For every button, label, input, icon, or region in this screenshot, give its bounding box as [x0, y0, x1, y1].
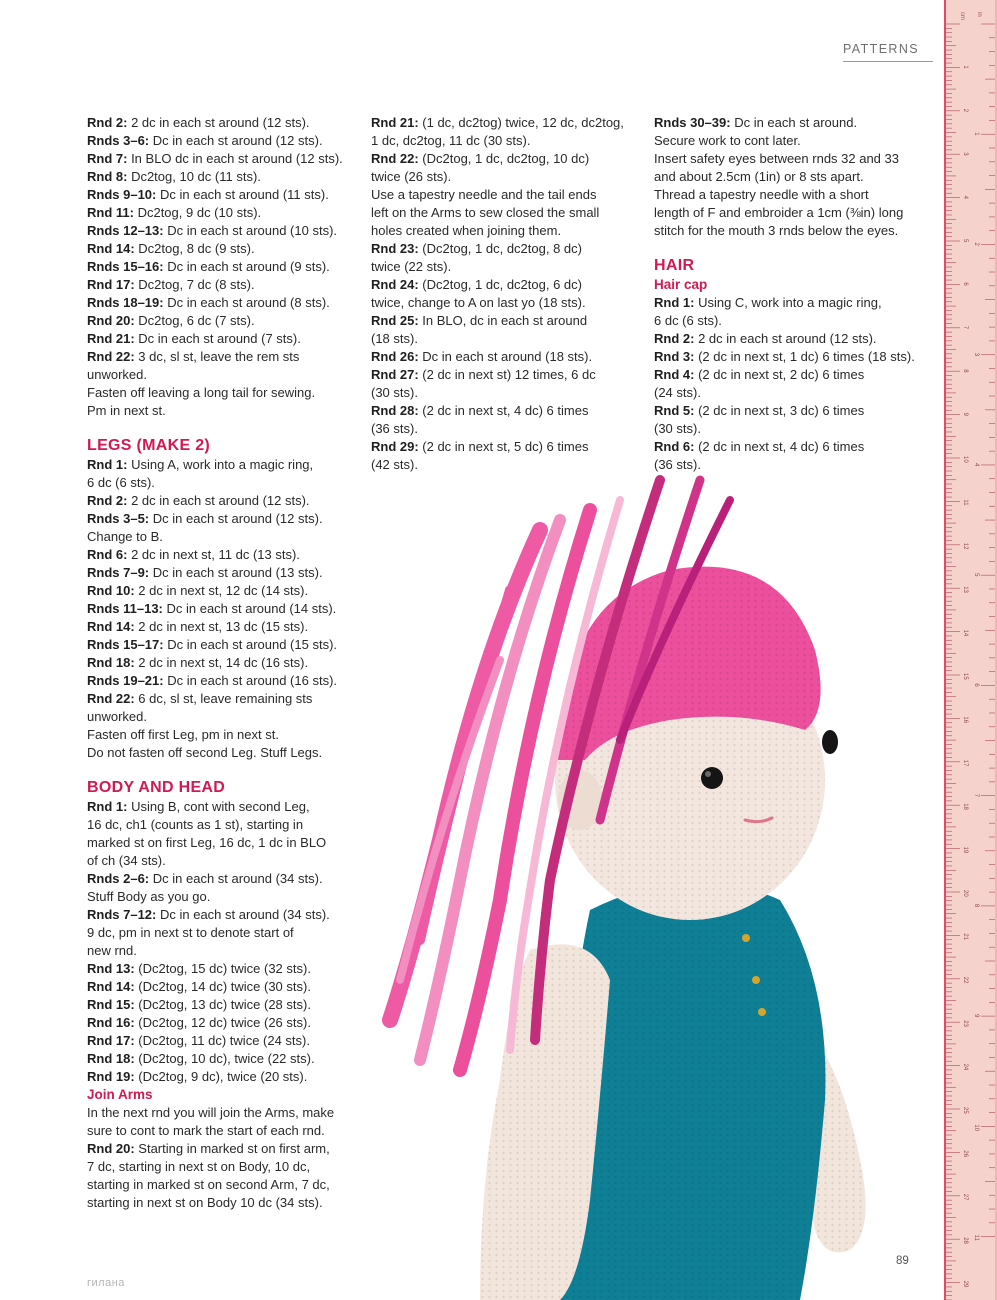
round-instruction: Starting in marked st on first arm,: [134, 1141, 330, 1156]
round-label: Rnd 20:: [87, 1141, 135, 1156]
round-instruction: (Dc2tog, 1 dc, dc2tog, 8 dc): [418, 241, 582, 256]
round-instruction: (24 sts).: [654, 385, 701, 400]
round-instruction: (2 dc in next st) 12 times, 6 dc: [418, 367, 596, 382]
round-instruction: In the next rnd you will join the Arms, make: [87, 1105, 335, 1120]
round-instruction: unworked.: [87, 367, 147, 382]
round-instruction: Dc2tog, 7 dc (8 sts).: [134, 277, 255, 292]
round-instruction: Dc in each st around (15 sts).: [163, 637, 338, 652]
ruler-cm-label: 21: [962, 933, 968, 941]
pattern-line: [371, 222, 633, 240]
ruler-cm-label: 20: [962, 890, 968, 897]
round-instruction: Fasten off leaving a long tail for sewing.: [87, 385, 316, 400]
round-instruction: In BLO dc in each st around (12 sts).: [127, 151, 343, 166]
round-instruction: new rnd.: [87, 943, 137, 958]
pattern-line: [87, 402, 349, 420]
ruler-cm-label: 1: [962, 65, 968, 69]
round-instruction: (Dc2tog, 14 dc) twice (30 sts).: [134, 979, 311, 994]
ruler-cm-label: 22: [962, 976, 968, 984]
pattern-line: [87, 258, 349, 276]
pattern-line: [371, 312, 633, 330]
round-label: Rnd 23:: [371, 241, 419, 256]
round-instruction: Dc in each st around (14 sts).: [162, 601, 337, 616]
round-instruction: 6 dc (6 sts).: [87, 475, 155, 490]
round-label: Rnds 2–6:: [87, 871, 150, 886]
round-instruction: Dc2tog, 10 dc (11 sts).: [127, 169, 261, 184]
ruler-unit-cm: cm: [959, 12, 965, 20]
round-instruction: Secure work to cont later.: [654, 133, 801, 148]
ruler-unit-in: in: [976, 12, 982, 17]
round-instruction: (Dc2tog, 1 dc, dc2tog, 6 dc): [418, 277, 582, 292]
round-instruction: (2 dc in next st, 5 dc) 6 times: [418, 439, 589, 454]
pattern-line: [87, 1068, 349, 1086]
pattern-line: [87, 150, 349, 168]
round-label: Rnds 15–17:: [87, 637, 164, 652]
ruler-inch-label: 10: [973, 1124, 979, 1132]
ruler-inch-label: 8: [973, 903, 979, 908]
round-instruction: (2 dc in next st, 4 dc) 6 times: [694, 439, 865, 454]
ruler-cm-label: 26: [962, 1150, 968, 1158]
pattern-line: [87, 672, 349, 690]
pattern-line: [371, 348, 633, 366]
pattern-line: [371, 258, 633, 276]
round-label: Rnd 4:: [654, 367, 695, 382]
round-label: Rnd 27:: [371, 367, 419, 382]
round-label: Rnd 18:: [87, 655, 135, 670]
round-instruction: Pm in next st.: [87, 403, 166, 418]
dress-button-3: [758, 1008, 766, 1016]
pattern-line: [87, 294, 349, 312]
round-instruction: Dc in each st around (8 sts).: [163, 295, 330, 310]
round-label: Rnd 29:: [371, 439, 419, 454]
pattern-line: [87, 330, 349, 348]
pattern-line: [87, 492, 349, 510]
round-instruction: twice (22 sts).: [371, 259, 452, 274]
pattern-line: [654, 186, 916, 204]
page-number: 89: [896, 1255, 909, 1267]
round-label: Rnd 7:: [87, 151, 128, 166]
round-instruction: (Dc2tog, 9 dc), twice (20 sts).: [134, 1069, 308, 1084]
round-label: Rnd 22:: [87, 349, 135, 364]
pattern-line: [654, 438, 916, 456]
pattern-line: [87, 906, 349, 924]
round-instruction: 9 dc, pm in next st to denote start of: [87, 925, 294, 940]
pattern-line: [654, 132, 916, 150]
pattern-line: [654, 150, 916, 168]
pattern-line: [87, 276, 349, 294]
round-instruction: (2 dc in next st, 1 dc) 6 times (18 sts).: [694, 349, 915, 364]
pattern-line: [371, 114, 633, 132]
round-instruction: 2 dc in each st around (12 sts).: [127, 115, 310, 130]
round-instruction: twice, change to A on last yo (18 sts).: [371, 295, 586, 310]
section-heading: BODY AND HEAD: [87, 779, 226, 796]
round-instruction: (Dc2tog, 10 dc), twice (22 sts).: [134, 1051, 315, 1066]
pattern-line: [87, 114, 349, 132]
ruler-inch-label: 2: [973, 242, 979, 246]
round-instruction: unworked.: [87, 709, 147, 724]
round-label: Rnds 11–13:: [87, 601, 163, 616]
round-label: Rnd 6:: [87, 547, 128, 562]
round-instruction: and about 2.5cm (1in) or 8 sts apart.: [654, 169, 864, 184]
ruler-cm-label: 14: [962, 629, 968, 637]
round-instruction: starting in marked st on second Arm, 7 dc,: [87, 1177, 330, 1192]
round-label: Rnd 2:: [87, 115, 128, 130]
pattern-line: [87, 1122, 349, 1140]
ruler-cm-label: 10: [962, 456, 968, 463]
round-instruction: 2 dc in next st, 13 dc (15 sts).: [134, 619, 309, 634]
round-label: Rnd 11:: [87, 205, 134, 220]
round-instruction: Dc2tog, 6 dc (7 sts).: [134, 313, 255, 328]
round-instruction: 16 dc, ch1 (counts as 1 st), starting in: [87, 817, 304, 832]
round-label: Rnd 1:: [87, 457, 128, 472]
ruler-cm-label: 12: [962, 542, 968, 550]
pattern-line: [654, 384, 916, 402]
watermark: гилана: [87, 1277, 125, 1289]
ruler-inch-label: 1: [973, 132, 979, 136]
pattern-line: [87, 1194, 349, 1212]
round-instruction: (2 dc in next st, 4 dc) 6 times: [418, 403, 589, 418]
ruler-cm-label: 27: [962, 1193, 968, 1201]
round-label: Rnds 9–10:: [87, 187, 157, 202]
round-label: Rnds 18–19:: [87, 295, 164, 310]
pattern-column-3: [654, 114, 916, 474]
pattern-line: [87, 132, 349, 150]
pattern-line: [87, 816, 349, 834]
pattern-line: [371, 204, 633, 222]
round-instruction: 2 dc in next st, 14 dc (16 sts).: [134, 655, 309, 670]
round-instruction: Dc in each st around (12 sts).: [149, 133, 323, 148]
ruler-cm-label: 5: [962, 239, 968, 243]
round-instruction: Dc2tog, 8 dc (9 sts).: [134, 241, 255, 256]
round-instruction: Dc2tog, 9 dc (10 sts).: [133, 205, 262, 220]
round-instruction: (Dc2tog, 15 dc) twice (32 sts).: [134, 961, 311, 976]
pattern-line: [87, 528, 349, 546]
pattern-line: [371, 330, 633, 348]
round-label: Rnd 19:: [87, 1069, 135, 1084]
ruler-inch-label: 9: [973, 1014, 979, 1018]
round-instruction: Dc in each st around (13 sts).: [149, 565, 323, 580]
round-label: Rnd 10:: [87, 583, 135, 598]
ruler-inch-label: 3: [973, 352, 979, 357]
round-label: Rnd 25:: [371, 313, 419, 328]
round-instruction: holes created when joining them.: [371, 223, 562, 238]
pattern-line: [87, 1176, 349, 1194]
round-instruction: (Dc2tog, 1 dc, dc2tog, 10 dc): [418, 151, 590, 166]
pattern-line: [87, 690, 349, 708]
pattern-line: [87, 888, 349, 906]
round-label: Rnd 15:: [87, 997, 135, 1012]
round-label: Rnd 14:: [87, 241, 135, 256]
ruler-cm-label: 4: [962, 195, 968, 199]
ruler-cm-label: 7: [962, 325, 968, 330]
round-instruction: Use a tapestry needle and the tail ends: [371, 187, 597, 202]
section-heading: HAIR: [654, 257, 695, 274]
ruler-cm-label: 6: [962, 282, 968, 286]
round-label: Rnd 17:: [87, 1033, 135, 1048]
round-instruction: 1 dc, dc2tog, 11 dc (30 sts).: [371, 133, 531, 148]
round-label: Rnd 1:: [87, 799, 128, 814]
round-instruction: Using B, cont with second Leg,: [127, 799, 310, 814]
pattern-line: [87, 744, 349, 762]
round-label: Rnd 8:: [87, 169, 128, 184]
round-label: Rnd 17:: [87, 277, 135, 292]
pattern-line: [371, 240, 633, 258]
pattern-line: [87, 510, 349, 528]
round-label: Rnd 14:: [87, 979, 135, 994]
ruler-cm-label: 16: [962, 716, 968, 724]
doll-right-eye: [822, 730, 838, 754]
pattern-line: [87, 564, 349, 582]
pattern-line: [87, 186, 349, 204]
pattern-line: [87, 456, 349, 474]
ruler-cm-label: 3: [962, 152, 968, 156]
ruler-cm-label: 8: [962, 369, 968, 373]
pattern-line: [87, 960, 349, 978]
round-instruction: Dc in each st around (34 sts).: [156, 907, 330, 922]
round-instruction: Dc in each st around (16 sts).: [163, 673, 338, 688]
pattern-line: [87, 240, 349, 258]
round-instruction: (Dc2tog, 13 dc) twice (28 sts).: [134, 997, 311, 1012]
round-label: Rnds 30–39:: [654, 115, 731, 130]
round-label: Rnd 16:: [87, 1015, 135, 1030]
pattern-line: [371, 132, 633, 150]
subsection-heading: Join Arms: [87, 1087, 153, 1102]
round-label: Rnd 3:: [654, 349, 695, 364]
pattern-line: [87, 582, 349, 600]
round-label: Rnd 22:: [87, 691, 135, 706]
round-instruction: Dc in each st around (9 sts).: [163, 259, 330, 274]
pattern-line: [654, 312, 916, 330]
section-heading: LEGS (MAKE 2): [87, 437, 211, 454]
round-instruction: sure to cont to mark the start of each rnd.: [87, 1123, 325, 1138]
round-label: Rnd 21:: [371, 115, 419, 130]
pattern-line: [371, 168, 633, 186]
round-instruction: (2 dc in next st, 3 dc) 6 times: [694, 403, 865, 418]
pattern-line: [87, 1032, 349, 1050]
round-instruction: 2 dc in next st, 12 dc (14 sts).: [134, 583, 309, 598]
pattern-line: [87, 636, 349, 654]
section-label: PATTERNS: [843, 42, 920, 56]
round-label: Rnds 7–9:: [87, 565, 150, 580]
round-instruction: marked st on first Leg, 16 dc, 1 dc in BLO: [87, 835, 327, 850]
round-instruction: In BLO, dc in each st around: [418, 313, 588, 328]
ruler-inch-label: 6: [973, 683, 979, 687]
pattern-line: [87, 384, 349, 402]
ruler-inch-label: 7: [973, 793, 979, 797]
pattern-line: [87, 366, 349, 384]
round-instruction: twice (26 sts).: [371, 169, 452, 184]
pattern-line: [87, 708, 349, 726]
ruler-cm-label: 15: [962, 673, 968, 680]
ruler-cm-label: 11: [962, 499, 968, 506]
pattern-line: [371, 438, 633, 456]
round-instruction: 2 dc in next st, 11 dc (13 sts).: [127, 547, 300, 562]
round-label: Rnds 3–6:: [87, 133, 150, 148]
round-label: Rnd 26:: [371, 349, 419, 364]
round-instruction: (1 dc, dc2tog) twice, 12 dc, dc2tog,: [418, 115, 624, 130]
round-instruction: Dc in each st around (7 sts).: [134, 331, 301, 346]
pattern-line: [87, 870, 349, 888]
pattern-line: [654, 420, 916, 438]
round-instruction: 3 dc, sl st, leave the rem sts: [134, 349, 300, 364]
crochet-doll-photo: [360, 460, 920, 1300]
round-label: Rnd 21:: [87, 331, 135, 346]
round-instruction: stitch for the mouth 3 rnds below the eyes.: [654, 223, 899, 238]
round-instruction: (2 dc in next st, 2 dc) 6 times: [694, 367, 865, 382]
round-instruction: Using A, work into a magic ring,: [127, 457, 314, 472]
round-instruction: Dc in each st around (10 sts).: [163, 223, 338, 238]
round-label: Rnds 15–16:: [87, 259, 164, 274]
ruler-cm-label: 13: [962, 586, 968, 593]
dress-button-1: [742, 934, 750, 942]
round-instruction: 7 dc, starting in next st on Body, 10 dc,: [87, 1159, 311, 1174]
pattern-line: [87, 924, 349, 942]
round-label: Rnd 13:: [87, 961, 135, 976]
pattern-line: [371, 420, 633, 438]
round-instruction: starting in next st on Body 10 dc (34 sts).: [87, 1195, 323, 1210]
pattern-line: [87, 1014, 349, 1032]
round-label: Rnd 2:: [87, 493, 128, 508]
pattern-line: [654, 348, 916, 366]
round-label: Rnd 6:: [654, 439, 695, 454]
round-instruction: of ch (34 sts).: [87, 853, 166, 868]
pattern-line: [371, 276, 633, 294]
pattern-line: [654, 222, 916, 240]
round-label: Rnd 1:: [654, 295, 695, 310]
pattern-line: [371, 402, 633, 420]
round-instruction: left on the Arms to sew closed the small: [371, 205, 600, 220]
pattern-line: [87, 996, 349, 1014]
pattern-line: [87, 312, 349, 330]
header-divider: [843, 61, 933, 62]
measuring-ruler: [944, 0, 997, 1300]
ruler-inch-label: 4: [973, 462, 979, 467]
ruler-cm-label: 29: [962, 1280, 968, 1288]
round-instruction: (Dc2tog, 12 dc) twice (26 sts).: [134, 1015, 311, 1030]
ruler-cm-label: 28: [962, 1237, 968, 1244]
pattern-line: [654, 168, 916, 186]
round-instruction: 2 dc in each st around (12 sts).: [127, 493, 310, 508]
ruler-inch-label: 11: [973, 1234, 979, 1241]
pattern-column-2: [371, 114, 633, 474]
round-instruction: length of F and embroider a 1cm (⅜in) long: [654, 205, 904, 220]
round-instruction: Do not fasten off second Leg. Stuff Legs.: [87, 745, 323, 760]
pattern-line: [87, 204, 349, 222]
pattern-line: [87, 348, 349, 366]
pattern-line: [371, 294, 633, 312]
round-instruction: (42 sts).: [371, 457, 418, 472]
ruler-cm-label: 17: [962, 759, 968, 767]
round-instruction: 6 dc (6 sts).: [654, 313, 722, 328]
pattern-line: [371, 366, 633, 384]
pattern-line: [87, 978, 349, 996]
round-instruction: (18 sts).: [371, 331, 418, 346]
pattern-line: [654, 330, 916, 348]
ruler-cm-label: 24: [962, 1063, 968, 1071]
ruler-cm-label: 23: [962, 1020, 968, 1027]
pattern-line: [87, 1140, 349, 1158]
round-label: Rnds 19–21:: [87, 673, 164, 688]
round-label: Rnd 20:: [87, 313, 135, 328]
round-instruction: Dc in each st around (34 sts).: [149, 871, 323, 886]
pattern-line: [654, 294, 916, 312]
pattern-line: [87, 1158, 349, 1176]
pattern-line: [654, 402, 916, 420]
round-instruction: (36 sts).: [371, 421, 418, 436]
round-instruction: (36 sts).: [654, 457, 701, 472]
round-instruction: (Dc2tog, 11 dc) twice (24 sts).: [134, 1033, 310, 1048]
pattern-line: [87, 942, 349, 960]
round-instruction: Dc in each st around (11 sts).: [156, 187, 329, 202]
ruler-inch-label: 5: [973, 573, 979, 577]
pattern-line: [87, 222, 349, 240]
round-label: Rnd 14:: [87, 619, 135, 634]
round-instruction: Dc in each st around (18 sts).: [418, 349, 593, 364]
pattern-line: [371, 150, 633, 168]
ruler-cm-label: 2: [962, 108, 968, 113]
pattern-line: [87, 654, 349, 672]
pattern-line: [87, 852, 349, 870]
round-label: Rnds 7–12:: [87, 907, 157, 922]
ruler-cm-label: 18: [962, 803, 968, 810]
round-instruction: Dc in each st around (12 sts).: [149, 511, 323, 526]
pattern-line: [371, 186, 633, 204]
round-label: Rnd 24:: [371, 277, 419, 292]
round-instruction: Using C, work into a magic ring,: [694, 295, 882, 310]
ruler-cm-label: 25: [962, 1107, 968, 1114]
pattern-line: [87, 798, 349, 816]
pattern-line: [87, 726, 349, 744]
pattern-line: [87, 834, 349, 852]
round-instruction: Insert safety eyes between rnds 32 and 33: [654, 151, 899, 166]
round-label: Rnds 3–5:: [87, 511, 150, 526]
round-instruction: Thread a tapestry needle with a short: [654, 187, 869, 202]
pattern-line: [654, 204, 916, 222]
subsection-heading: Hair cap: [654, 277, 708, 292]
round-instruction: (30 sts).: [654, 421, 701, 436]
pattern-line: [87, 618, 349, 636]
pattern-line: [654, 114, 916, 132]
round-instruction: 6 dc, sl st, leave remaining sts: [134, 691, 313, 706]
round-label: Rnd 18:: [87, 1051, 135, 1066]
pattern-line: [87, 546, 349, 564]
round-label: Rnd 5:: [654, 403, 695, 418]
ruler-cm-label: 9: [962, 412, 968, 416]
pattern-line: [87, 168, 349, 186]
pattern-line: [87, 600, 349, 618]
pattern-line: [87, 1104, 349, 1122]
round-label: Rnd 28:: [371, 403, 419, 418]
round-label: Rnd 2:: [654, 331, 695, 346]
pattern-line: [87, 1050, 349, 1068]
pattern-line: [654, 366, 916, 384]
pattern-line: [87, 474, 349, 492]
round-instruction: (30 sts).: [371, 385, 418, 400]
pattern-column-1: [87, 114, 349, 1212]
round-instruction: Fasten off first Leg, pm in next st.: [87, 727, 279, 742]
round-label: Rnds 12–13:: [87, 223, 164, 238]
ruler-cm-label: 19: [962, 846, 968, 854]
doll-left-eye: [701, 767, 723, 789]
pattern-line: [371, 384, 633, 402]
round-instruction: 2 dc in each st around (12 sts).: [694, 331, 877, 346]
round-instruction: Stuff Body as you go.: [87, 889, 211, 904]
round-instruction: Change to B.: [87, 529, 163, 544]
dress-button-2: [752, 976, 760, 984]
round-instruction: Dc in each st around.: [730, 115, 858, 130]
round-label: Rnd 22:: [371, 151, 419, 166]
